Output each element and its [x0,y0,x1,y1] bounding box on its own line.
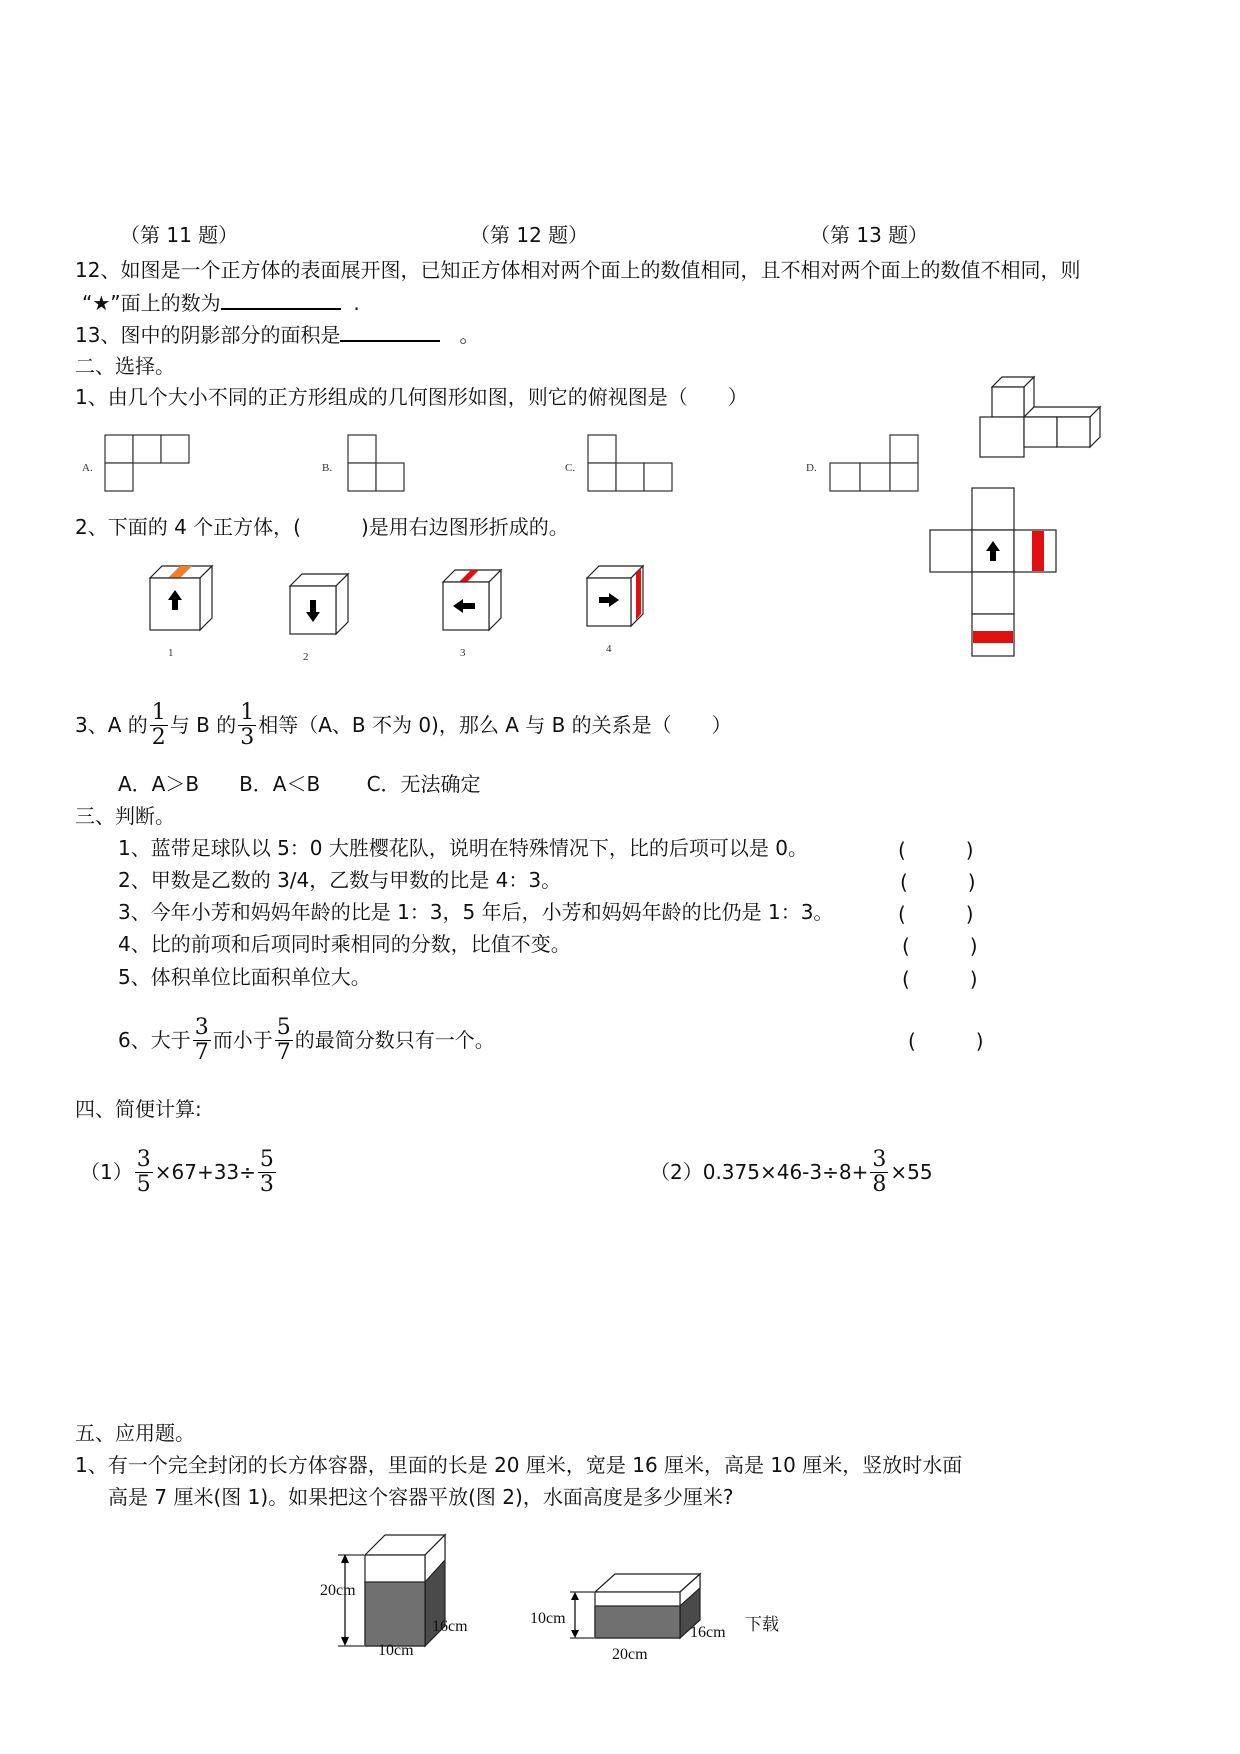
q6-f1-den: 7 [194,1039,209,1065]
opt-c-topview[interactable] [588,435,678,495]
caption-q11: （第 11 题） [120,223,239,247]
judge-item-2: 2、甲数是乙数的 3/4，乙数与甲数的比是 4：3。 [118,868,562,892]
sec2-title: 二、选择。 [75,354,175,378]
q3-fraction-2 [238,701,256,750]
sec2-q1: 1、由几个大小不同的正方形组成的几何图形如图，则它的俯视图是（ ） [75,385,748,409]
q1-block-figure [980,375,1090,465]
q6-text-b: 而小于 [212,1028,273,1052]
q3-text-b: 与 B 的 [169,713,237,737]
q12-prompt: “★”面上的数为 [82,291,221,315]
calc-1 [80,1144,278,1200]
calc1-fraction-2 [258,1148,276,1197]
calc2-fraction [870,1148,888,1197]
calc1-f1-den: 5 [136,1171,151,1197]
cube-1[interactable] [150,566,220,636]
opt-d-topview[interactable] [830,435,925,495]
q3-f1-num: 1 [151,699,166,725]
opt-a-label: A. [82,462,93,474]
calc1-f2-num: 5 [259,1146,274,1172]
judge-item-4: 4、比的前项和后项同时乘相同的分数，比值不变。 [118,932,571,956]
calc2-expr-a: （2）0.375×46-3÷8+ [650,1160,869,1184]
opt-b-label: B. [322,462,333,474]
q3-fraction-1 [150,701,168,750]
q3-text-c: 相等（A、B 不为 0)，那么 A 与 B 的关系是（ ） [258,713,732,737]
calc1-f1-num: 3 [136,1146,151,1172]
opt-a-topview[interactable] [105,435,195,495]
watermark-text: 下载 [745,1615,779,1635]
sec3-title: 三、判断。 [75,804,175,828]
judge-item-6 [118,1012,495,1068]
app-q1-line1: 1、有一个完全封闭的长方体容器，里面的长是 20 厘米，宽是 16 厘米，高是 10 厘米，竖放时水面 [75,1453,963,1477]
q6-f1-num: 3 [194,1014,209,1040]
q13-prompt: 13、图中的阴影部分的面积是 [75,323,341,347]
q12-period: . [353,291,360,315]
sec2-q3 [75,697,732,753]
q13-line [75,320,480,348]
judge-item-3: 3、今年小芳和妈妈年龄的比是 1：3，5 年后，小芳和妈妈年龄的比仍是 1：3。 [118,900,834,924]
q3-f2-num: 1 [240,699,255,725]
fig1-height-label: 20cm [320,1582,356,1599]
cube-4-num: 4 [606,643,612,655]
calc1-fraction-1 [135,1148,153,1197]
calc2-expr-b: ×55 [890,1160,933,1184]
q3-f2-den: 3 [240,724,255,750]
sec4-title: 四、简便计算: [75,1097,202,1121]
fig2-width-label: 20cm [612,1646,648,1663]
cube-3-num: 3 [460,647,466,659]
caption-q13: （第 13 题） [810,223,929,247]
judge-paren-5[interactable]: ( ) [902,967,978,991]
fig2-depth-label: 16cm [690,1624,726,1641]
fig1-width-label: 10cm [378,1642,414,1659]
fig1-depth-label: 16cm [432,1618,468,1635]
calc2-f-den: 8 [872,1171,887,1197]
q6-f2-num: 5 [276,1014,291,1040]
judge-paren-6[interactable]: ( ) [908,1029,984,1053]
q12-line2 [82,288,360,316]
cube-2-num: 2 [303,651,309,663]
calc1-expr: ×67+33÷ [154,1160,256,1184]
fig2-height-label: 10cm [530,1610,566,1627]
sec5-title: 五、应用题。 [75,1421,195,1445]
q3-options[interactable]: A．A＞B B．A＜B C．无法确定 [118,772,481,796]
opt-b-topview[interactable] [348,435,408,495]
q3-f1-den: 2 [151,724,166,750]
opt-c-label: C. [565,462,576,474]
q6-fraction-2 [275,1016,293,1065]
judge-paren-4[interactable]: ( ) [902,934,978,958]
judge-item-5: 5、体积单位比面积单位大。 [118,965,371,989]
q13-period: 。 [459,323,480,347]
q12-answer-blank[interactable] [221,288,341,310]
q6-f2-den: 7 [276,1039,291,1065]
calc1-label: （1） [80,1160,133,1184]
cube-3[interactable] [443,570,513,640]
q3-text-a: 3、A 的 [75,713,148,737]
app-q1-line2: 高是 7 厘米(图 1)。如果把这个容器平放(图 2)，水面高度是多少厘米? [108,1485,734,1509]
judge-paren-1[interactable]: ( ) [898,838,974,862]
cube-net [930,488,1060,663]
cube-4[interactable] [587,566,657,636]
q6-text-c: 的最简分数只有一个。 [294,1028,495,1052]
opt-d-label: D. [806,462,817,474]
cube-2[interactable] [290,574,360,644]
calc-2 [650,1144,933,1200]
calc2-f-num: 3 [872,1146,887,1172]
caption-q12: （第 12 题） [470,223,589,247]
q12-line1: 12、如图是一个正方体的表面展开图，已知正方体相对两个面上的数值相同，且不相对两个面上的数值不相同，则 [75,258,1081,282]
judge-item-1: 1、蓝带足球队以 5：0 大胜樱花队，说明在特殊情况下，比的后项可以是 0。 [118,836,808,860]
calc1-f2-den: 3 [259,1171,274,1197]
q6-text-a: 6、大于 [118,1028,191,1052]
judge-paren-3[interactable]: ( ) [898,902,974,926]
judge-paren-2[interactable]: ( ) [900,870,976,894]
cube-1-num: 1 [168,647,174,659]
q13-answer-blank[interactable] [340,320,440,342]
sec2-q2: 2、下面的 4 个正方体，( )是用右边图形折成的。 [75,515,569,539]
q6-fraction-1 [193,1016,211,1065]
